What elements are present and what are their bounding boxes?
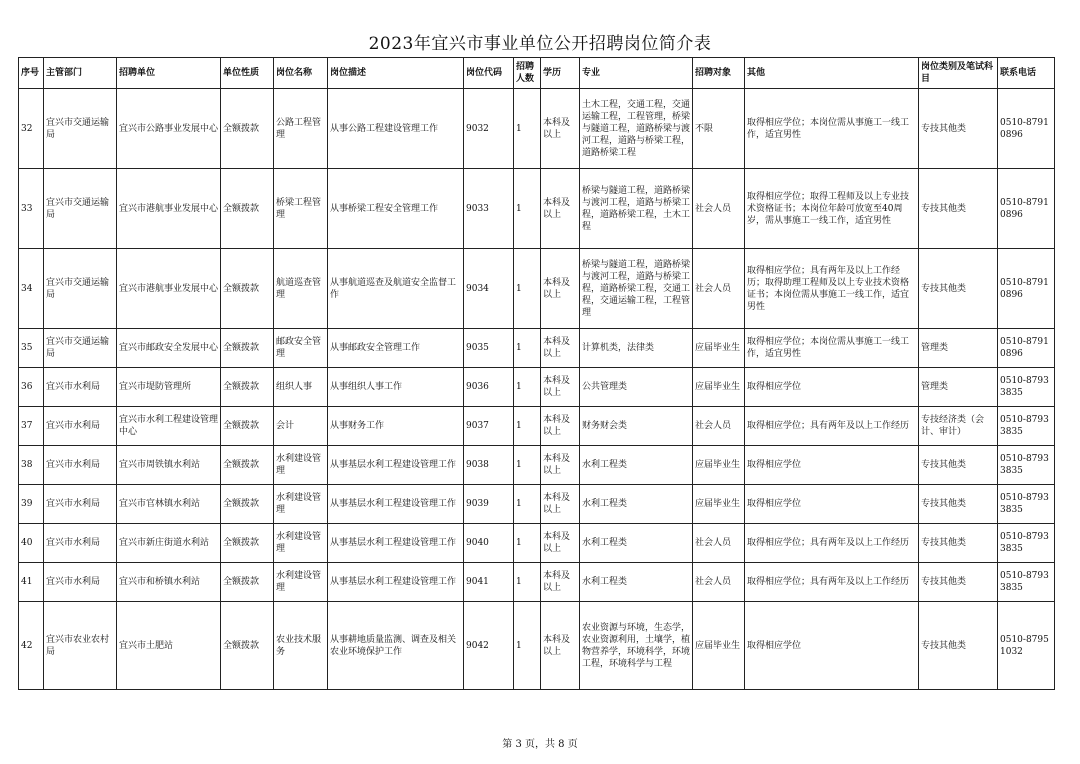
cell-num: 1: [514, 485, 541, 524]
cell-num: 1: [514, 602, 541, 690]
cell-unit: 宜兴市邮政安全发展中心: [117, 329, 221, 368]
column-header: 专业: [580, 58, 693, 89]
cell-nature: 全额拨款: [221, 563, 274, 602]
cell-code: 9042: [464, 602, 514, 690]
cell-unit: 宜兴市和桥镇水利站: [117, 563, 221, 602]
cell-edu: 本科及以上: [541, 485, 580, 524]
cell-nature: 全额拨款: [221, 602, 274, 690]
cell-num: 1: [514, 329, 541, 368]
cell-dept: 宜兴市水利局: [44, 524, 117, 563]
column-header: 单位性质: [221, 58, 274, 89]
cell-nature: 全额拨款: [221, 368, 274, 407]
cell-post: 航道巡查管理: [274, 249, 328, 329]
cell-nature: 全额拨款: [221, 524, 274, 563]
cell-desc: 从事财务工作: [328, 407, 464, 446]
table-row: [19, 249, 1055, 329]
cell-num: 1: [514, 563, 541, 602]
column-header: 岗位描述: [328, 58, 464, 89]
cell-dept: 宜兴市水利局: [44, 563, 117, 602]
cell-edu: 本科及以上: [541, 407, 580, 446]
cell-post: 水利建设管理: [274, 485, 328, 524]
cell-phone: 0510-87910896: [998, 89, 1055, 169]
cell-edu: 本科及以上: [541, 89, 580, 169]
cell-code: 9040: [464, 524, 514, 563]
cell-dept: 宜兴市水利局: [44, 407, 117, 446]
cell-desc: 从事邮政安全管理工作: [328, 329, 464, 368]
cell-num: 1: [514, 249, 541, 329]
cell-category: 专技其他类: [919, 485, 998, 524]
cell-category: 管理类: [919, 368, 998, 407]
cell-post: 邮政安全管理: [274, 329, 328, 368]
cell-code: 9033: [464, 169, 514, 249]
cell-phone: 0510-87933835: [998, 524, 1055, 563]
cell-num: 1: [514, 407, 541, 446]
cell-edu: 本科及以上: [541, 524, 580, 563]
cell-category: 专技经济类（会计、审计）: [919, 407, 998, 446]
cell-no: 32: [19, 89, 44, 169]
cell-target: 应届毕业生: [693, 446, 745, 485]
cell-desc: 从事基层水利工程建设管理工作: [328, 563, 464, 602]
cell-category: 专技其他类: [919, 602, 998, 690]
table-row: [19, 602, 1055, 690]
cell-target: 社会人员: [693, 169, 745, 249]
cell-dept: 宜兴市交通运输局: [44, 169, 117, 249]
cell-post: 农业技术服务: [274, 602, 328, 690]
cell-major: 水利工程类: [580, 485, 693, 524]
cell-dept: 宜兴市交通运输局: [44, 329, 117, 368]
cell-post: 水利建设管理: [274, 524, 328, 563]
cell-phone: 0510-87951032: [998, 602, 1055, 690]
cell-post: 桥梁工程管理: [274, 169, 328, 249]
cell-other: 取得相应学位: [745, 485, 919, 524]
cell-nature: 全额拨款: [221, 329, 274, 368]
cell-unit: 宜兴市公路事业发展中心: [117, 89, 221, 169]
cell-post: 水利建设管理: [274, 446, 328, 485]
cell-code: 9038: [464, 446, 514, 485]
cell-edu: 本科及以上: [541, 446, 580, 485]
cell-desc: 从事公路工程建设管理工作: [328, 89, 464, 169]
cell-other: 取得相应学位；具有两年及以上工作经历: [745, 524, 919, 563]
page-title: 2023年宜兴市事业单位公开招聘岗位简介表: [368, 34, 712, 54]
cell-major: 计算机类，法律类: [580, 329, 693, 368]
cell-unit: 宜兴市官林镇水利站: [117, 485, 221, 524]
cell-target: 应届毕业生: [693, 602, 745, 690]
cell-nature: 全额拨款: [221, 249, 274, 329]
cell-nature: 全额拨款: [221, 446, 274, 485]
cell-no: 42: [19, 602, 44, 690]
cell-no: 41: [19, 563, 44, 602]
cell-unit: 宜兴市土肥站: [117, 602, 221, 690]
cell-edu: 本科及以上: [541, 602, 580, 690]
table-row: [19, 89, 1055, 169]
cell-phone: 0510-87933835: [998, 485, 1055, 524]
cell-major: 水利工程类: [580, 446, 693, 485]
cell-nature: 全额拨款: [221, 89, 274, 169]
cell-category: 专技其他类: [919, 249, 998, 329]
cell-edu: 本科及以上: [541, 368, 580, 407]
cell-dept: 宜兴市水利局: [44, 368, 117, 407]
column-header: 学历: [541, 58, 580, 89]
cell-other: 取得相应学位: [745, 446, 919, 485]
cell-desc: 从事航道巡查及航道安全监督工作: [328, 249, 464, 329]
cell-category: 专技其他类: [919, 563, 998, 602]
cell-post: 会计: [274, 407, 328, 446]
column-header: 招聘单位: [117, 58, 221, 89]
cell-code: 9032: [464, 89, 514, 169]
cell-target: 不限: [693, 89, 745, 169]
cell-phone: 0510-87910896: [998, 329, 1055, 368]
cell-desc: 从事组织人事工作: [328, 368, 464, 407]
column-header: 岗位代码: [464, 58, 514, 89]
cell-unit: 宜兴市周铁镇水利站: [117, 446, 221, 485]
cell-major: 桥梁与隧道工程，道路桥梁与渡河工程，道路与桥梁工程，道路桥梁工程，土木工程: [580, 169, 693, 249]
column-header: 主管部门: [44, 58, 117, 89]
cell-no: 37: [19, 407, 44, 446]
column-header: 联系电话: [998, 58, 1055, 89]
cell-no: 38: [19, 446, 44, 485]
cell-unit: 宜兴市水利工程建设管理中心: [117, 407, 221, 446]
cell-category: 专技其他类: [919, 446, 998, 485]
cell-major: 水利工程类: [580, 563, 693, 602]
cell-major: 土木工程，交通工程，交通运输工程，工程管理，桥梁与隧道工程，道路桥梁与渡河工程，道路与桥梁工程，道路桥梁工程: [580, 89, 693, 169]
cell-major: 公共管理类: [580, 368, 693, 407]
column-header: 序号: [19, 58, 44, 89]
table-row: [19, 563, 1055, 602]
cell-unit: 宜兴市新庄街道水利站: [117, 524, 221, 563]
cell-phone: 0510-87933835: [998, 407, 1055, 446]
cell-no: 34: [19, 249, 44, 329]
cell-other: 取得相应学位；本岗位需从事施工一线工作，适宜男性: [745, 329, 919, 368]
table-body: [19, 89, 1055, 690]
cell-desc: 从事桥梁工程安全管理工作: [328, 169, 464, 249]
cell-phone: 0510-87910896: [998, 169, 1055, 249]
column-header: 招聘对象: [693, 58, 745, 89]
cell-num: 1: [514, 169, 541, 249]
header-row: [19, 58, 1055, 89]
page-footer: 第 3 页，共 8 页: [502, 739, 578, 750]
table-row: [19, 329, 1055, 368]
column-header: 岗位名称: [274, 58, 328, 89]
cell-dept: 宜兴市交通运输局: [44, 249, 117, 329]
cell-other: 取得相应学位；具有两年及以上工作经历: [745, 407, 919, 446]
cell-other: 取得相应学位；本岗位需从事施工一线工作，适宜男性: [745, 89, 919, 169]
cell-desc: 从事基层水利工程建设管理工作: [328, 524, 464, 563]
cell-dept: 宜兴市水利局: [44, 485, 117, 524]
cell-code: 9041: [464, 563, 514, 602]
table-row: [19, 368, 1055, 407]
cell-target: 社会人员: [693, 249, 745, 329]
cell-category: 专技其他类: [919, 169, 998, 249]
recruitment-table: [18, 57, 1055, 690]
cell-dept: 宜兴市水利局: [44, 446, 117, 485]
cell-target: 社会人员: [693, 524, 745, 563]
cell-num: 1: [514, 89, 541, 169]
cell-nature: 全额拨款: [221, 407, 274, 446]
cell-phone: 0510-87933835: [998, 563, 1055, 602]
cell-other: 取得相应学位；具有两年及以上工作经历；取得助理工程师及以上专业技术资格证书；本岗位需从事施工一线工作，适宜男性: [745, 249, 919, 329]
cell-desc: 从事基层水利工程建设管理工作: [328, 446, 464, 485]
table-row: [19, 524, 1055, 563]
cell-other: 取得相应学位；具有两年及以上工作经历: [745, 563, 919, 602]
cell-no: 36: [19, 368, 44, 407]
cell-code: 9037: [464, 407, 514, 446]
cell-other: 取得相应学位；取得工程师及以上专业技术资格证书；本岗位年龄可放宽至40周岁，需从事施工一线工作，适宜男性: [745, 169, 919, 249]
cell-no: 40: [19, 524, 44, 563]
cell-dept: 宜兴市交通运输局: [44, 89, 117, 169]
table-row: [19, 407, 1055, 446]
cell-post: 组织人事: [274, 368, 328, 407]
cell-category: 专技其他类: [919, 89, 998, 169]
cell-nature: 全额拨款: [221, 169, 274, 249]
cell-unit: 宜兴市港航事业发展中心: [117, 249, 221, 329]
cell-no: 39: [19, 485, 44, 524]
column-header: 岗位类别及笔试科目: [919, 58, 998, 89]
cell-edu: 本科及以上: [541, 169, 580, 249]
cell-no: 35: [19, 329, 44, 368]
cell-target: 社会人员: [693, 563, 745, 602]
cell-code: 9039: [464, 485, 514, 524]
cell-code: 9035: [464, 329, 514, 368]
cell-num: 1: [514, 524, 541, 563]
cell-other: 取得相应学位: [745, 368, 919, 407]
table-row: [19, 446, 1055, 485]
cell-other: 取得相应学位: [745, 602, 919, 690]
cell-phone: 0510-87933835: [998, 368, 1055, 407]
cell-major: 桥梁与隧道工程，道路桥梁与渡河工程，道路与桥梁工程，道路桥梁工程，交通工程，交通运输工程，工程管理: [580, 249, 693, 329]
cell-major: 水利工程类: [580, 524, 693, 563]
cell-dept: 宜兴市农业农村局: [44, 602, 117, 690]
cell-nature: 全额拨款: [221, 485, 274, 524]
cell-target: 社会人员: [693, 407, 745, 446]
cell-desc: 从事基层水利工程建设管理工作: [328, 485, 464, 524]
cell-code: 9036: [464, 368, 514, 407]
cell-edu: 本科及以上: [541, 563, 580, 602]
cell-edu: 本科及以上: [541, 249, 580, 329]
cell-phone: 0510-87933835: [998, 446, 1055, 485]
cell-target: 应届毕业生: [693, 485, 745, 524]
cell-category: 专技其他类: [919, 524, 998, 563]
cell-desc: 从事耕地质量监测、调查及相关农业环境保护工作: [328, 602, 464, 690]
cell-unit: 宜兴市堤防管理所: [117, 368, 221, 407]
cell-num: 1: [514, 368, 541, 407]
cell-post: 公路工程管理: [274, 89, 328, 169]
cell-major: 农业资源与环境，生态学，农业资源利用，土壤学，植物营养学，环境科学，环境工程，环境科学与工程: [580, 602, 693, 690]
cell-num: 1: [514, 446, 541, 485]
cell-no: 33: [19, 169, 44, 249]
cell-unit: 宜兴市港航事业发展中心: [117, 169, 221, 249]
cell-post: 水利建设管理: [274, 563, 328, 602]
cell-target: 应届毕业生: [693, 329, 745, 368]
cell-edu: 本科及以上: [541, 329, 580, 368]
column-header: 其他: [745, 58, 919, 89]
cell-phone: 0510-87910896: [998, 249, 1055, 329]
cell-major: 财务财会类: [580, 407, 693, 446]
table-row: [19, 169, 1055, 249]
cell-category: 管理类: [919, 329, 998, 368]
cell-target: 应届毕业生: [693, 368, 745, 407]
cell-code: 9034: [464, 249, 514, 329]
table-row: [19, 485, 1055, 524]
column-header: 招聘人数: [514, 58, 541, 89]
